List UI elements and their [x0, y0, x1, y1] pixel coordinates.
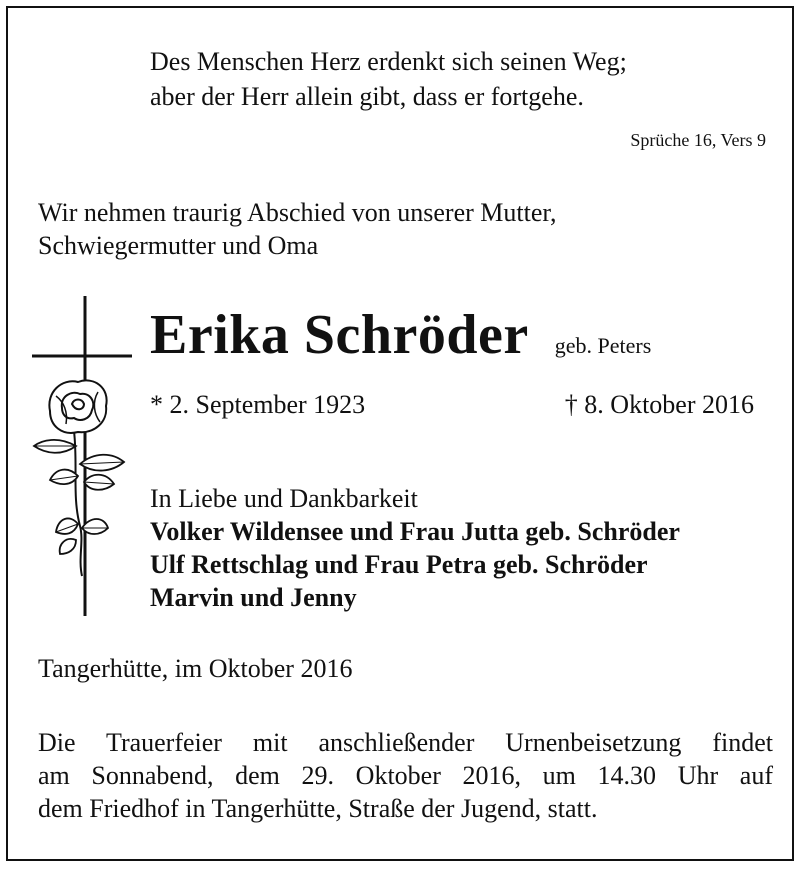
obituary-notice [6, 6, 794, 861]
ceremony-info [38, 726, 773, 825]
place-and-date: Tangerhütte, im Oktober 2016 [38, 654, 353, 683]
mourner-name: Volker Wildensee und Frau Jutta geb. Schröder [150, 517, 680, 546]
birth-date: * 2. September 1923 [150, 390, 366, 419]
verse-line-1: Des Menschen Herz erdenkt sich seinen Weg; [150, 47, 627, 76]
ceremony-line-1: Die Trauerfeier mit anschließender Urnenbeisetzung findet [38, 728, 773, 757]
deceased-name: Erika Schröder [150, 304, 529, 366]
mourners-intro: In Liebe und Dankbarkeit [150, 484, 418, 513]
mourner-name: Ulf Rettschlag und Frau Petra geb. Schröder [150, 550, 648, 579]
maiden-name: geb. Peters [554, 333, 652, 358]
verse-line-2: aber der Herr allein gibt, dass er fortgehe. [150, 82, 584, 111]
intro-line-1: Wir nehmen traurig Abschied von unserer Mutter, [38, 198, 557, 227]
ceremony-line-3: dem Friedhof in Tangerhütte, Straße der Jugend, statt. [38, 794, 598, 823]
death-date: † 8. Oktober 2016 [564, 390, 754, 419]
ceremony-line-2: am Sonnabend, dem 29. Oktober 2016, um 14.30 Uhr auf [38, 761, 773, 790]
verse-reference: Sprüche 16, Vers 9 [630, 130, 766, 150]
intro-line-2: Schwiegermutter und Oma [38, 231, 319, 260]
mourner-name: Marvin und Jenny [150, 583, 357, 612]
intro-text [38, 196, 557, 262]
cross-with-rose-icon [28, 296, 148, 631]
deceased-name-line [150, 303, 651, 367]
mourners-block [150, 482, 680, 614]
bible-verse [150, 44, 627, 114]
